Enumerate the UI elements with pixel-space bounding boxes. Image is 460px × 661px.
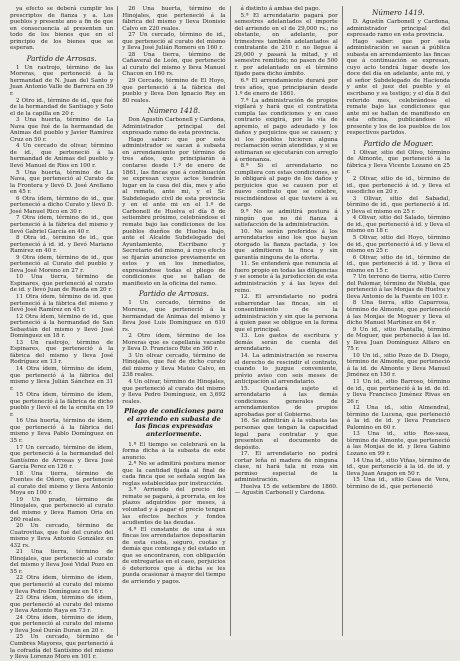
- paragraph: 12 Una id., sitio Almendral, término de Lucena, que perteneció á la id. de id. y lleva Francisco Palomino en 60 r.: [346, 405, 450, 431]
- column-1: [6, 6, 117, 661]
- notice-number: Número 1418.: [147, 106, 201, 116]
- paragraph: 5 Olivar, sitio del Hoyo, término de id., que perteneció á id. y lleva el mismo en 25 r.: [346, 234, 450, 255]
- paragraph: 12. El arrendatario no podrá subarrendar las fincas, sin el consentimiento de la administración y sin que la persona á quien pase se obligue en la forma que el principal.: [234, 294, 338, 333]
- paragraph: 3 Un olivar cercado, término de Hinojales, que fué de dicho curato del mismo y lleva Mateo Calvo, en 238 reales.: [122, 352, 226, 379]
- paragraph: 8 Una tierra, sitio Caparrosa, término de Almonte, que perteneció á las Monjas de Moguer y lleva el dicho Manuel Martínez en 64 r.: [346, 300, 450, 327]
- paragraph: 5.ª El arrendatario pagará por semestres adelantados el importe del arriendo en el de 29,000 rs.; no obstante, en adelante, por trimestres también adelantados al contratante de 210 r. no llegue á 29,000 y pasará la mitad, y el semestre remitido; no pasen de 500 r. por adelantado en el término fijado para dicho ámbito.: [234, 12, 338, 78]
- paragraph: 6 Olivar, sitio de id., término de id., que perteneció á id. y lleva el mismo en 15 r.: [346, 254, 450, 274]
- paragraph: 24 Otra ídem, término de ídem, que perteneció al curato del mismo y lleva José Durán Duran en 20 r.: [10, 614, 114, 634]
- paragraph: 7 Otra ídem, término de id., que perteneció á la fábrica del mismo y llevó Gabriel García en 40 r.: [10, 215, 114, 235]
- paragraph: 19 Un prado, término de Hinojales, que perteneció al curato del mismo y lleva Ramon Oria en 260 reales.: [10, 496, 114, 523]
- conditions-heading: Pliego de condiciones para el arriendo en subasta de las fincas expresadas anteriormente.: [124, 407, 224, 438]
- section-heading: Partido de Arrosas.: [26, 53, 97, 63]
- paragraph: 1.ª El tiempo se celebrará en la forma dicha á la subasta de este anuncio.: [122, 441, 226, 461]
- paragraph: 13 Un rastrojo, término de Espinares, que perteneció á la fábrica del mismo y lleva José Rodríguez en 13 r.: [10, 339, 114, 366]
- paragraph: 15 Otra ídem, término de ídem, que perteneció á la fábrica de dicho pueblo y llevó el de la ermita en 19 r.: [10, 392, 114, 418]
- paragraph: 8.ª Si el arrendatario no cumpliera con estas condiciones, se le obligará al pago de los daños y perjuicios que se causen por el nuevo contrato que se celebre, rescindiéndose el que tuviere á su cargo.: [234, 163, 338, 209]
- paragraph: 6 Otra ídem, término de id., que perteneció a dicho Curato y llevó D. José Manuel Rico en 30 r.: [10, 195, 114, 215]
- column-2: [117, 6, 229, 636]
- paragraph: 15 Una id., sitio Casa de Vera, término de id., que perteneció: [346, 477, 450, 490]
- paragraph: 11 Un id., sitio Barroso, término de id., que perteneció á la id. de id. y lleva Francisco Jiménez Rivas en 26 r.: [346, 378, 450, 405]
- section-heading: Partido de Arrosas.: [138, 289, 209, 299]
- paragraph: Hago saber: que por esta administración se sacan á pública subasta en arrendamiento las fincas que á continuación se expresan, cuyo acto tendrá lugar desde los doce del día en adelante, ante mi, y el señor Subdelegado de Hacienda y ante el juez del pueblo y el escribano y su testigo; y el día 8 del referido mes, celebrándose el remate bajo las condiciones que ante mi se hallan de manifiesto en esta oficina, publicándose el presente y los de los pueblos de los respectivos partidos.: [346, 38, 450, 137]
- paragraph: 4 Un cercado de olivar, término de id., que perteneció á la hermandad de Animas del pueblo y llevó Manuel de Rios en 100 r.: [10, 143, 114, 170]
- paragraph: 2 Otro id., término de id., que fué de la hermandad de Santiago y Soto el de la capilla en 20 r.: [10, 97, 114, 117]
- paragraph: 6.ª El arrendamiento durará por tres años, que principiarán desde 1.º de enero de 1861.: [234, 78, 338, 98]
- paragraph: D. Agustín Carbonell y Cardona, administrador principal del espresado ramo en esta provincia.: [346, 19, 450, 39]
- paragraph: ya efecto se deberá cumplir los prescriptos de fianza y a. Los pueblos y presente ano a fin de que en consecuencia al presenten un todo de los bienes que en el principio de los bienes que se esperan.: [10, 6, 114, 52]
- paragraph: 25 Un cercado, término de Cumbres Mayores, que perteneció á la cofradía del Santísimo del mismo y lleva Lorenzo Moro en 101 r.: [10, 634, 114, 661]
- paragraph: 16. Se admitirán á la subasta las personas que tengan la capacidad legal para contratar y que presenten el documento de depósito.: [234, 418, 338, 451]
- paragraph: 3 Olivar, sitio del Sabadal, término de id., que perteneció á id. y lleva el mismo en 25 r.: [346, 195, 450, 215]
- paragraph: 10 Una tierra, término de Espinares, que perteneció al curato de id. y llevó Juan de Rueda en 20 r.: [10, 274, 114, 294]
- paragraph: 7 Un terreno de tierra, sitio Cerro del Palomar, término de Niebla, que perteneció á las Monjas de Huelva y lleva Antonio de la Fuente en 103 r.: [346, 274, 450, 300]
- paragraph: 10. No serán preferidos á los arrendatarios sino los que hayan otorgado la fianza pactada, y los que admitieren la finca y sin garantía ninguna de la oferta.: [234, 228, 338, 261]
- paragraph: 3 Una huerta, término de La Nava que fué de la hermandad de Animas del pueblo y Javier Ramírez Cruz en 50 r.: [10, 117, 114, 143]
- paragraph: 4.ª El constante de una á sus fincas los arrendatarios depositarán de esta cuota, seguro, cuotas y demás que contenga y del estado en que se encontraren, con obligación de entregarlas en el caso, perjuicios ó deterioros que á dicha se les pueda ocasionar á mayor del tiempo de arriendo y pagos.: [122, 526, 226, 586]
- paragraph: 27 Un cercado, término de id., que perteneció al curato del mismo y lleva José Julián Romero en 160 r.: [122, 32, 226, 52]
- paragraph: 21 Una tierra, término de Hinojales, que perteneció al curato del mismo y lleva José Vidal Pozo en 55 r.: [10, 549, 114, 575]
- paragraph: 11. Se entenderá que renuncia al fuero propio en todas las diligencias y se somete á la jurisdicción de esta administración y á las leyes del reino.: [234, 261, 338, 294]
- paragraph: 10 Un id., sitio Pozo de D. Diego, término de Almonte, que perteneció á la id. de Almonte y lleva Manuel Jiménez en 150 r.: [346, 352, 450, 379]
- paragraph: 18 Una tierra, término de Fuentes de Oñoro, que perteneció al curato del mismo y lleva Antonio Moya en 100 r.: [10, 470, 114, 497]
- paragraph: 7.ª La administración de propios vigilará y hará que el contratista cumpla las condiciones y en caso contrario exigirá, por la vía de apremio, el pago adeudado y los daños y perjuicios que se causen; y si los pueblos hicieren alguna reclamación serán atendidas, y si se estimaran se ejecutarán con arreglo á ordenanza.: [234, 97, 338, 163]
- paragraph: 28 Una tierra, término de Cañaveral de León, que perteneció al curato del mismo y lleva Manuel Chacon en 160 rs.: [122, 51, 226, 78]
- paragraph: 2.ª No se admitirá postura menor que la cantidad fijada al final de cada finca que se señala según las reglas establecidas por instrucción.: [122, 461, 226, 487]
- paragraph: á distinto á ambas del pago.: [240, 6, 321, 12]
- paragraph: 1 Un rastrojo, término de las Moreras, que perteneció á la hermandad de N. Juan del Santo y Juan Antonio Valle de Barrera en 39 r.: [10, 64, 114, 98]
- paragraph: 9 Un id., sitio Pantalla, término de Moguer, que perteneció á las id. y lleva Juan Domínguez Alfaro en 75 r.: [346, 326, 450, 353]
- paragraph: 14 Otra ídem, término de ídem, que perteneció á la fábrica del mismo y lleva Julián Sánchez en 31 r.: [10, 365, 114, 392]
- paragraph: 2 Otro ídem, término de los Moreras que es capellanía vacante y lleva D. Francisco Rite en 360 r.: [122, 333, 226, 353]
- paragraph: 4 Un olivar, término de Hinojales, que perteneció al curato del mismo y lleva Pedro Domínguez, en 3,692 reales.: [122, 378, 226, 405]
- paragraph: 23 Otra ídem, término de ídem, que perteneció al curato del mismo y lleva Antonio Raya en 73 r.: [10, 595, 114, 615]
- section-heading: Partido de Moguer.: [363, 138, 434, 148]
- paragraph: Hago saber: que por este administrador se sacan á subasta en arrendamiento por término de tres años, que principiarán á contarse desde 1.º de enero de 1861, las fincas que á continuación se expresan cuyos actos tendrán lugar en la casa del día, mes y año al remate, ante mi, y el Sr. Subdelegado civil de esta provincia y en el ante mi en el 1.º de Carbonell de Huelva el día 8 de setiembre próximo, celebrándose el remate bajo las condiciones de los pueblos dueños de Huelva bajo, ante el Alcalde Subdelegado del Ayuntamiento, Escribano y Secretario del mismo, á cuyo efecto se fijarán anuncios previamente en estos y en los inmediatos, expresándose todas el pliego de condiciones que se hallan de manifiesto en la oficina del ramo.: [122, 136, 226, 287]
- paragraph: 16 Una huerta, término de ídem, que perteneció á la fábrica del mismo y lleva Pablo Domínguez en 35 r.: [10, 418, 114, 444]
- paragraph: 1 Olivar, sitio del Olivo, término de Almonte, que perteneció á la fábrica y lleva Vicente Lozano en 25 r.: [346, 149, 450, 176]
- paragraph: 20 Un cercado, término de Cuatrovitas, que fué del curato del mismo y lleva Antonio González en 432 rs.: [10, 523, 114, 549]
- paragraph: 2 Olivar, sitio de id., término de id., que perteneció á id. y lleva el susodicho en 20 r.: [346, 176, 450, 196]
- paragraph: 9 Otra ídem, término de id., que perteneció al Curato del pueblo y lleva José Moreno en 27 r.: [10, 254, 114, 274]
- paragraph: 26 Una huerta, término de Hinojales, que perteneció á la fábrica del mismo y lleva Dionisio Calvo en 220 reales.: [122, 6, 226, 32]
- paragraph: 3.ª Arriendo del precio del remate se pagará, á prorrata, en los plazos adquiridos por meses, á voluntad y á pagar el precio tengan las efectos hechos y fondos acudientes de las deudas.: [122, 487, 226, 527]
- paragraph: 9.ª No se admitirá postura á ningún que no dé fianza á satisfacción de la administración.: [234, 208, 338, 229]
- column-3: [230, 6, 342, 636]
- paragraph: Huelva 15 de setiembre de 1860.— Agustín Carbonell y Cardona.: [234, 483, 338, 497]
- paragraph: 1 Un cercado, término de Moreras, que perteneció á la hermandad de Animas del mismo y lleva José Luis Domínguez en 610 rs.: [122, 300, 226, 333]
- paragraph: 13 Una id., sitio Ros-sasa, término de Almonte, que perteneció á las Monjas de id. y lleva Gabino Lozano en 99 r.: [346, 431, 450, 457]
- paragraph: 12 Otra ídem, término de id., que perteneció á la hermandad de San Sebastián del mismo y llevó José Domínguez en 18 r.: [10, 313, 114, 340]
- paragraph: 14. La administración se reserva el derecho de rescindir el contrato, cuando lo juzgue conveniente, prévio aviso con seis meses de anticipación al arrendatario.: [234, 352, 338, 386]
- paragraph: 22 Otra ídem, término de ídem, que perteneció al curato del mismo y lleva Pedro Domínguez en 16 r.: [10, 575, 114, 595]
- paragraph: 14 Una id., sitio Viñas, término de id., que perteneció á la id. de id. y lleva Juan Aragon en 50 r.: [346, 457, 450, 477]
- paragraph: 17. El arrendatario no podrá cortar leña ni madera de ninguna clase, ni hará tala ni roza sin permiso especial de la administración.: [234, 451, 338, 484]
- paragraph: 29 Cercado, término de El Hoyo, que perteneció á la fábrica del pueblo y lleva Don Ignacio Rey en 80 reales.: [122, 78, 226, 104]
- paragraph: 13. Los gastos de escritura y demás serán de cuenta del arrendatario.: [234, 333, 338, 353]
- column-4: [342, 6, 454, 636]
- paragraph: Don Agustín Carbonell y Cardona, Administrador principal del expresado ramo de esta provincia.: [122, 117, 226, 137]
- text-columns: [6, 6, 454, 661]
- paragraph: 4 Olivar, sitio del Salado, término de id., que perteneció á id. y lleva el mismo en 18 r.: [346, 215, 450, 235]
- paragraph: 11 Otra ídem, término de id. que perteneció á la fábrica del mismo y llevó José Ramírez en 45 r.: [10, 293, 114, 314]
- paragraph: 17 Un cercado, término de ídem, que perteneció á la hermandad del Santísimo de Arrosas y lleva José García Perez en 126 r.: [10, 444, 114, 471]
- notice-number: Número 1419.: [372, 8, 425, 17]
- paragraph: 15. Quedará sujeto el arrendatario á las demás condiciones generales de arrendamientos de propios aprobadas por el Gobierno.: [234, 385, 338, 418]
- paragraph: 5 Una huerta, término de La Nava, que perteneció al Curato de la Frontera y llevó D. José Arellano en 45 r.: [10, 169, 114, 196]
- paragraph: 8 Otra id., término de id., que perteneció á id. id. y llevó Mariano Ramírez en 40 r.: [10, 235, 114, 255]
